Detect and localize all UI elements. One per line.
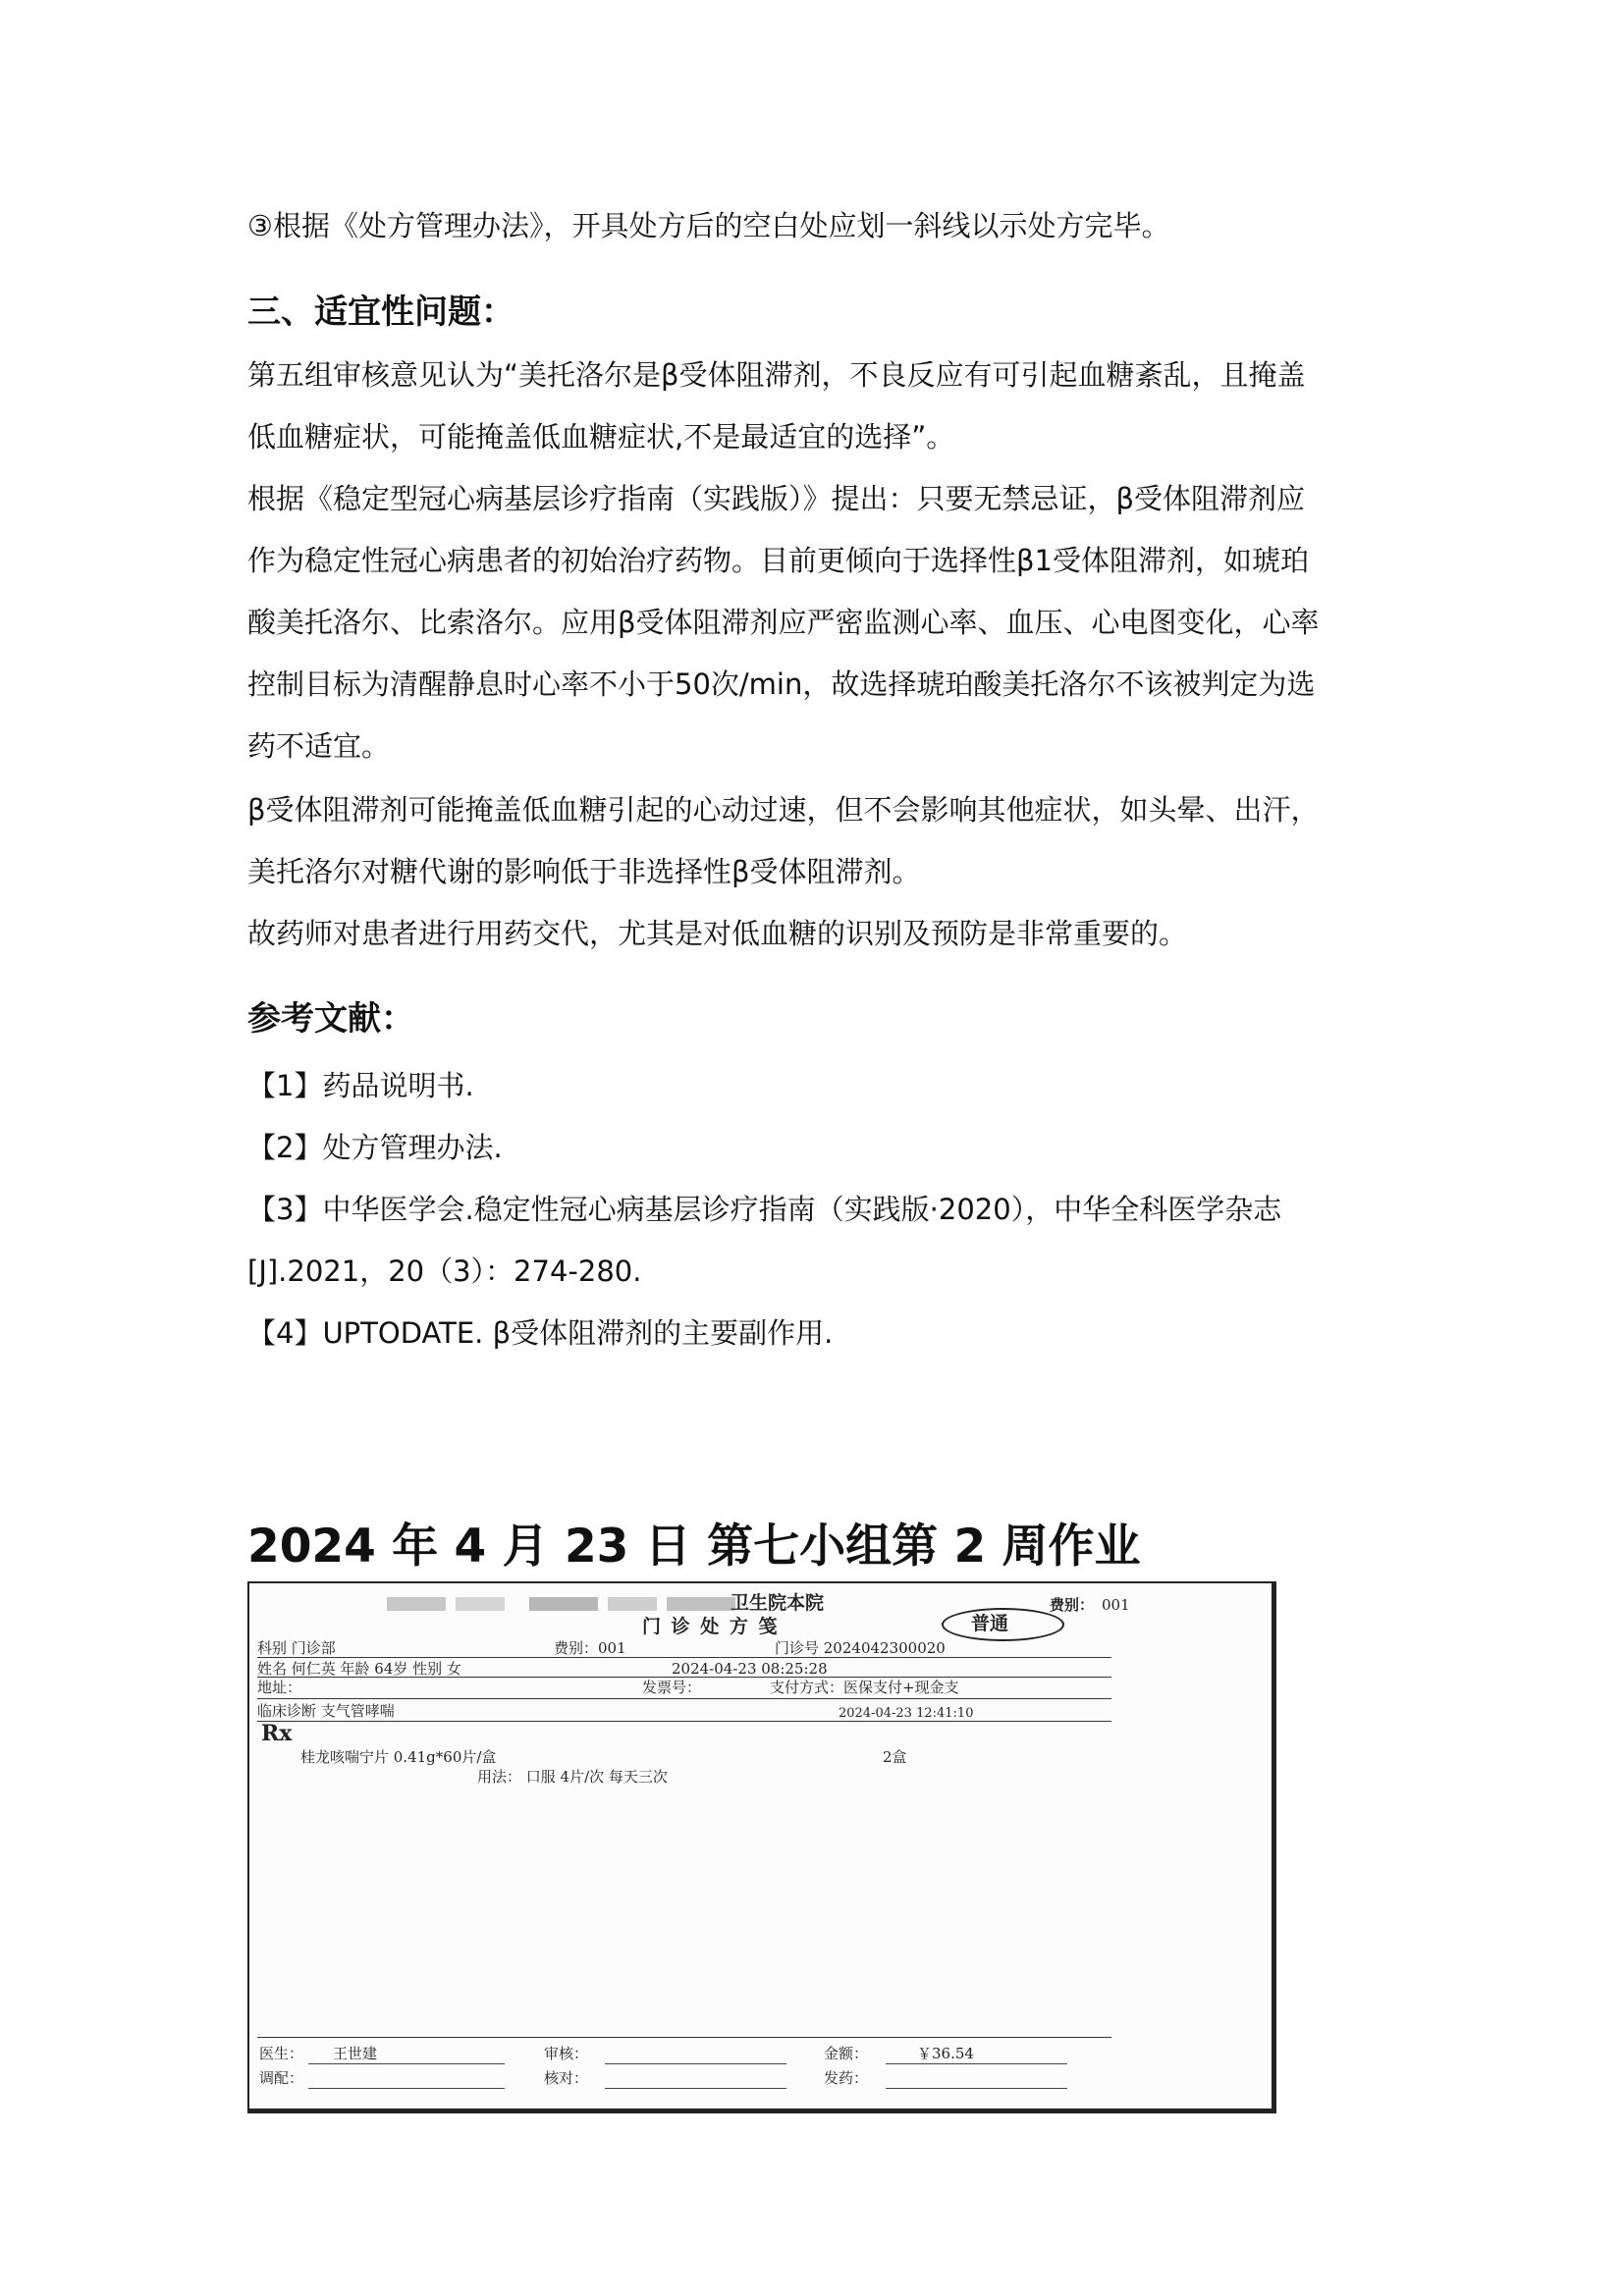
signature-line <box>308 2088 505 2089</box>
rx-mark: Rx <box>261 1721 293 1746</box>
fee-type-label: 费别： <box>1050 1596 1095 1614</box>
redacted-block <box>667 1597 735 1611</box>
fee-type: 费别：001 <box>554 1639 626 1657</box>
divider <box>257 1721 1111 1722</box>
hospital-name: 卫生院本院 <box>731 1592 825 1614</box>
fee-type-value: 001 <box>1102 1596 1130 1614</box>
signature-line <box>605 2088 786 2089</box>
issue-label: 发药： <box>824 2069 869 2087</box>
paragraph-line: 作为稳定性冠心病患者的初始治疗药物。目前更倾向于选择性β1受体阻滞剂，如琥珀 <box>247 544 1309 577</box>
doctor-label: 医生： <box>259 2045 304 2062</box>
diagnosis: 临床诊断 支气管哮喘 <box>257 1702 395 1720</box>
amount-label: 金额： <box>824 2045 869 2062</box>
reference-item: 【4】UPTODATE. β受体阻滞剂的主要副作用. <box>247 1316 834 1350</box>
invoice: 发票号： <box>642 1679 702 1696</box>
reference-item: 【2】处方管理办法. <box>247 1131 503 1164</box>
paragraph-line: 酸美托洛尔、比索洛尔。应用β受体阻滞剂应严密监测心率、血压、心电图变化，心率 <box>247 606 1320 639</box>
form-title: 门 诊 处 方 笺 <box>642 1616 780 1637</box>
divider <box>257 1698 1111 1699</box>
reference-item: 【1】药品说明书. <box>247 1069 474 1102</box>
drug-quantity: 2盒 <box>883 1748 907 1766</box>
paragraph-line: 药不适宜。 <box>247 729 391 763</box>
dispense-label: 调配： <box>259 2069 304 2087</box>
issue-time: 2024-04-23 12:41:10 <box>839 1706 974 1721</box>
redacted-block <box>608 1597 657 1611</box>
amount-value: ￥36.54 <box>917 2045 974 2062</box>
paragraph-line: 美托洛尔对糖代谢的影响低于非选择性β受体阻滞剂。 <box>247 855 921 888</box>
redacted-block <box>387 1597 446 1611</box>
doctor-name: 王世建 <box>333 2045 378 2062</box>
reference-item: [J].2021，20（3）：274-280. <box>247 1255 642 1288</box>
paragraph-line: 根据《稳定型冠心病基层诊疗指南（实践版）》提出：只要无禁忌证，β受体阻滞剂应 <box>247 482 1306 515</box>
reference-item: 【3】中华医学会.稳定性冠心病基层诊疗指南（实践版·2020），中华全科医学杂志 <box>247 1193 1282 1226</box>
visit-time: 2024-04-23 08:25:28 <box>672 1660 828 1678</box>
divider <box>257 2037 1111 2038</box>
stamp-text: 普通 <box>971 1613 1009 1634</box>
prescription-image <box>247 1581 1276 2113</box>
signature-line <box>886 2063 1067 2064</box>
signature-line <box>886 2088 1067 2089</box>
drug-usage: 用法： 口服 4片/次 每天三次 <box>477 1768 668 1786</box>
redacted-block <box>529 1597 598 1611</box>
section-heading-suitability: 三、适宜性问题： <box>247 293 514 332</box>
paragraph-line: 故药师对患者进行用药交代，尤其是对低血糖的识别及预防是非常重要的。 <box>247 917 1188 950</box>
review-label: 审核： <box>544 2045 589 2062</box>
payment-method: 支付方式：医保支付+现金支 <box>770 1679 959 1696</box>
patient-info: 姓名 何仁英 年龄 64岁 性别 女 <box>257 1660 461 1678</box>
paragraph-line: 第五组审核意见认为“美托洛尔是β受体阻滞剂，不良反应有可引起血糖紊乱，且掩盖 <box>247 358 1306 392</box>
redacted-block <box>456 1597 505 1611</box>
dept: 科别 门诊部 <box>257 1639 336 1657</box>
paragraph-line: β受体阻滞剂可能掩盖低血糖引起的心动过速，但不会影响其他症状，如头晕、出汗， <box>247 793 1320 827</box>
paragraph-line: 低血糖症状，可能掩盖低血糖症状,不是最适宜的选择”。 <box>247 420 955 454</box>
homework-title: 2024 年 4 月 23 日 第七小组第 2 周作业 <box>247 1520 1141 1574</box>
divider <box>257 1677 1111 1678</box>
paragraph-line: 控制目标为清醒静息时心率不小于50次/min，故选择琥珀酸美托洛尔不该被判定为选 <box>247 667 1316 701</box>
clinic-no: 门诊号 2024042300020 <box>775 1639 946 1657</box>
check-label: 核对： <box>544 2069 589 2087</box>
paragraph-intro: ③根据《处方管理办法》，开具处方后的空白处应划一斜线以示处方完毕。 <box>247 209 1170 242</box>
signature-line <box>308 2063 505 2064</box>
signature-line <box>605 2063 786 2064</box>
drug-line: 桂龙咳喘宁片 0.41g*60片/盒 <box>300 1748 497 1766</box>
divider <box>257 1657 1111 1658</box>
references-heading: 参考文献： <box>247 999 414 1039</box>
address: 地址： <box>257 1679 302 1696</box>
